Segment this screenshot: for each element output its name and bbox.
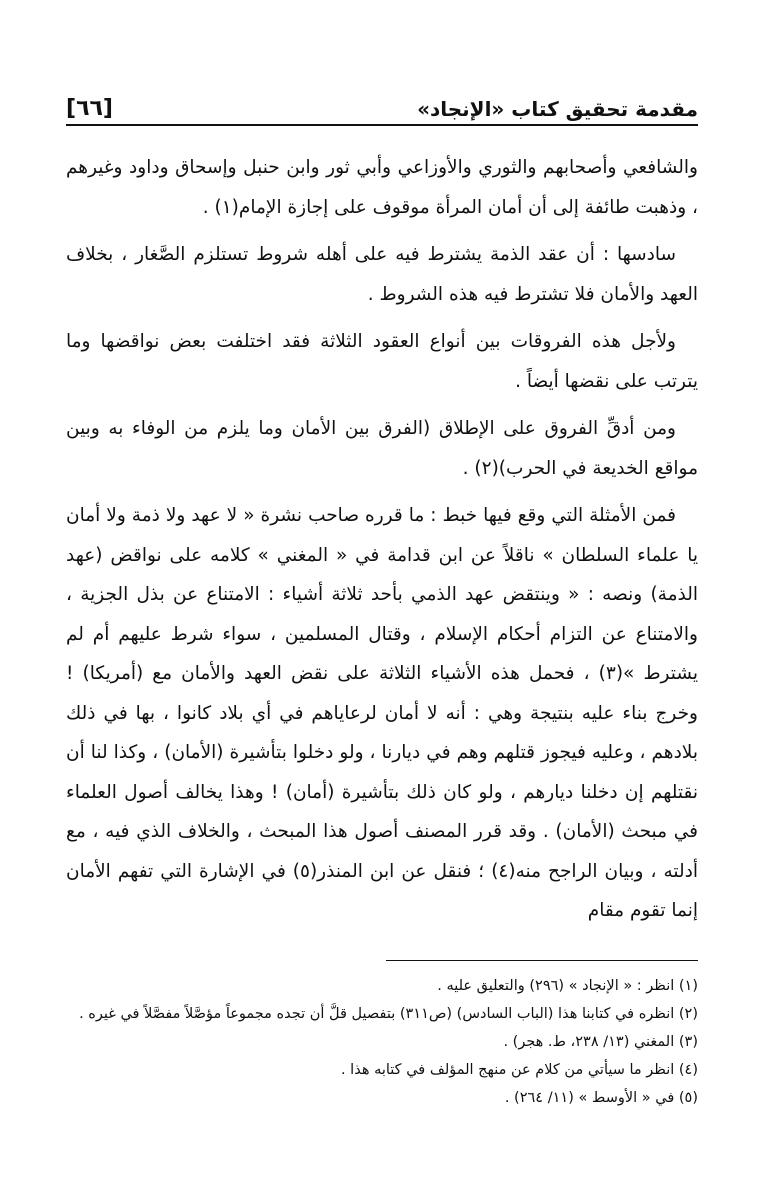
page-header [66,82,698,122]
footnote: (٣) المغني (١٣/ ٢٣٨، ط. هجر) . [503,1034,698,1050]
footnote-rule [386,960,698,961]
footnote: (٥) في « الأوسط » (١١/ ٢٦٤) . [504,1090,698,1106]
footnote: (٤) انظر ما سيأتي من كلام عن منهج المؤلف في كتابه هذا . [340,1062,698,1078]
paragraph: ومن أدقِّ الفروق على الإطلاق (الفرق بين الأمان وما يلزم من الوفاء به وبين مواقع الخديعة في الحرب)(٢) . [66,418,698,479]
header-rule [66,124,698,126]
page-number: [٦٦] [66,96,113,121]
paragraph: ولأجل هذه الفروقات بين أنواع العقود الثلاثة فقد اختلفت بعض نواقضها وما يترتب على نقضها أيضاً . [66,331,698,392]
footnote: (١) انظر : « الإنجاد » (٢٩٦) والتعليق عليه . [437,978,698,994]
running-title: مقدمة تحقيق كتاب «الإنجاد» [417,97,698,121]
footnote: (٢) انظره في كتابنا هذا (الباب السادس) (ص٣١١) بتفصيل قلَّ أن تجده مجموعاً مؤصَّلاً مفصَّلاً في غيره . [79,1006,698,1022]
paragraph: والشافعي وأصحابهم والثوري والأوزاعي وأبي ثور وابن حنبل وإسحاق وداود وغيرهم ، وذهبت طائفة إلى أن أمان المرأة موقوف على إجازة الإمام(١) . [66,157,698,218]
main-text [66,148,698,939]
paragraph: سادسها : أن عقد الذمة يشترط فيه على أهله شروط تستلزم الصَّغار ، بخلاف العهد والأمان فلا تشترط فيه هذه الشروط . [66,244,698,305]
footnotes [66,972,698,1112]
paragraph: فمن الأمثلة التي وقع فيها خبط : ما قرره صاحب نشرة « لا عهد ولا ذمة ولا أمان يا علماء السلطان » ناقلاً عن ابن قدامة في « المغني » كلامه على نواقض (عهد الذمة) ونصه : « وينتقض عهد الذمي بأحد ثلاثة أشياء : الامتناع عن بذل الجزية ، والامتناع عن التزام أحكام الإسلام ، وقتال المسلمين ، سواء شرط عليهم أم لم يشترط »(٣) ، فحمل هذه الأشياء الثلاثة على نقض العهد والأمان مع (أمريكا) ! وخرج بناء عليه بنتيجة وهي : أنه لا أمان لرعاياهم في أي بلاد كانوا ، بها في ذلك بلادهم ، وعليه فيجوز قتلهم وهم في ديارنا ، ولو دخلوا بتأشيرة (الأمان) ، وكذا لنا أن نقتلهم إن دخلنا ديارهم ، ولو كان ذلك بتأشيرة (أمان) ! وهذا يخالف أصول العلماء في مبحث (الأمان) . وقد قرر المصنف أصول هذا المبحث ، والخلاف الذي فيه ، مع أدلته ، وبيان الراجح منه(٤) ؛ فنقل عن ابن المنذر(٥) في الإشارة التي تفهم الأمان إنما تقوم مقام [66,505,698,921]
